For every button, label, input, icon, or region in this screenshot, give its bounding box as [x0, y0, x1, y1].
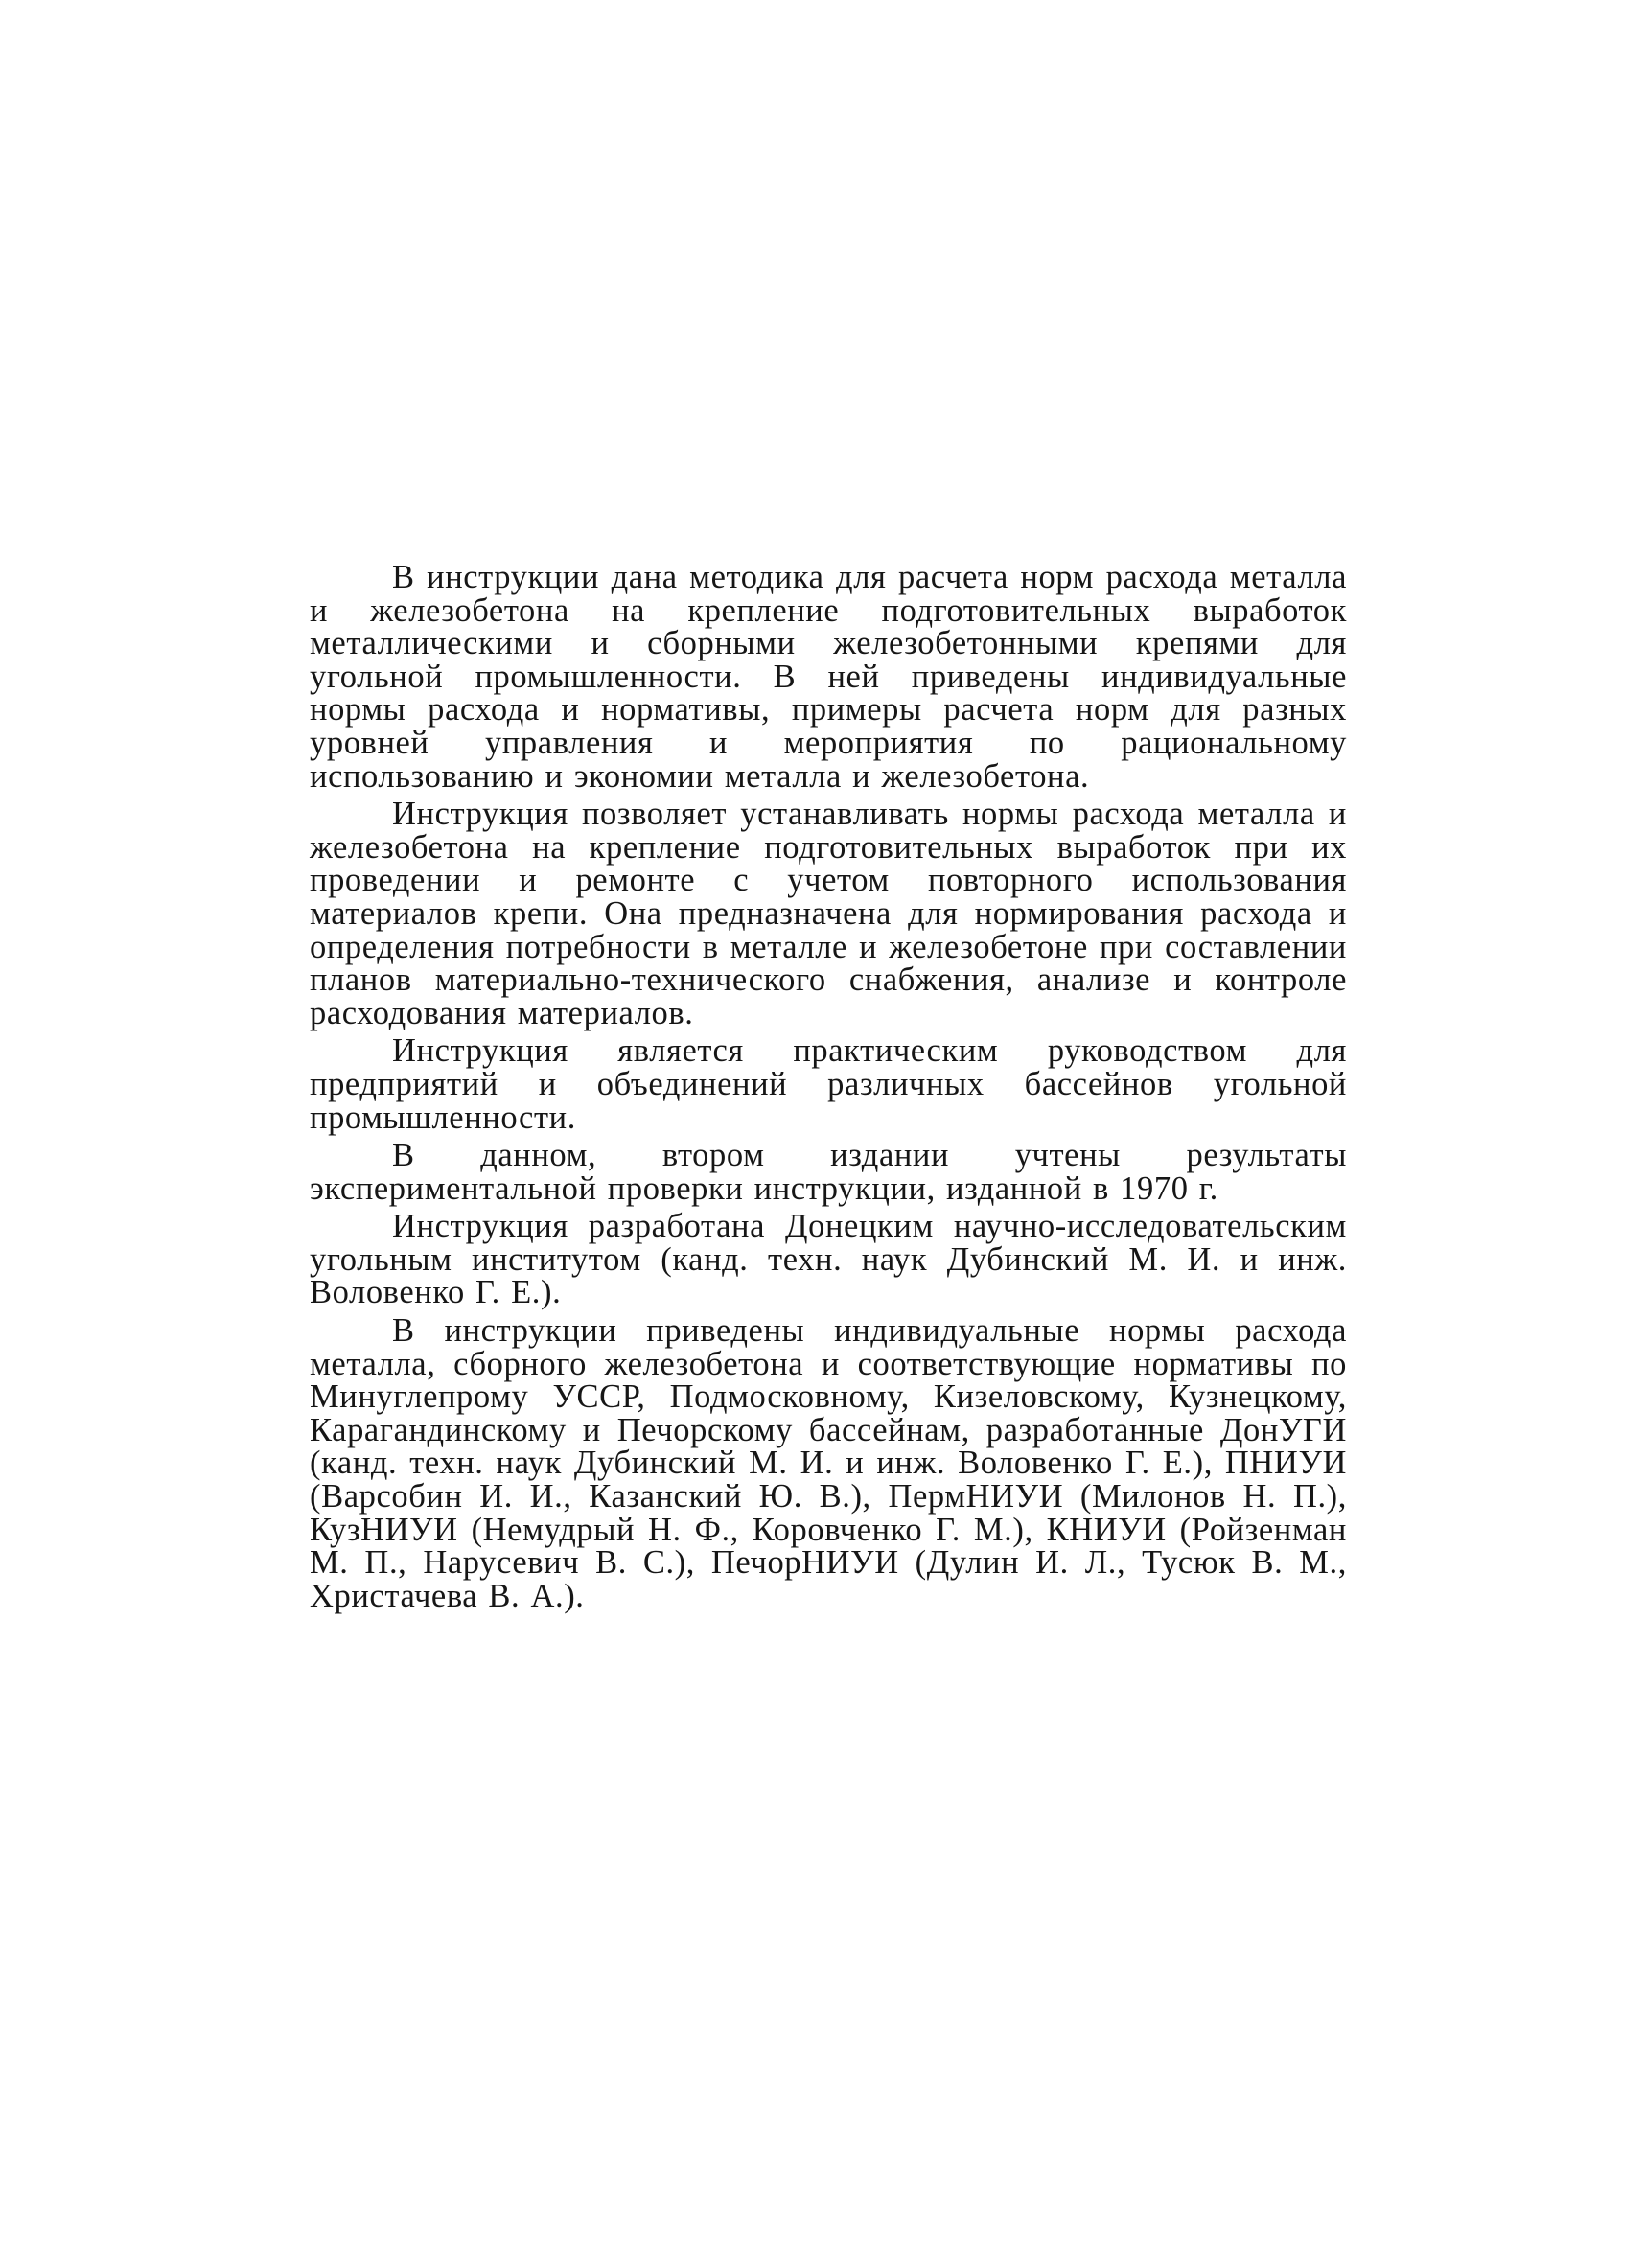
paragraph-contributors: В инструкции приведены индивидуальные нормы расхода металла, сборного железобетона и соответствующие нормативы по Минуглепрому УССР, Подмосковному, Кизеловскому, Кузнецкому, Карагандинскому и Печорскому бассейнам, разработанные ДонУГИ (канд. техн. наук Дубинский М. И. и инж. Воловенко Г. Е.), ПНИУИ (Варсобин И. И., Казанский Ю. В.), ПермНИУИ (Милонов Н. П.), КузНИУИ (Немудрый Н. Ф., Коровченко Г. М.), КНИУИ (Ройзенман М. П., Нарусевич В. С.), ПечорНИУИ (Дулин И. Л., Тусюк В. М., Христачева В. А.). — [310, 1312, 1347, 1614]
paragraph-purpose: Инструкция позволяет устанавливать нормы расхода металла и железобетона на крепление подготовительных выработок при их проведении и ремонте с учетом повторного использования материалов крепи. Она предназначена для нормирования расхода и определения потребности в металле и железобетоне при составлении планов материально-технического снабжения, анализе и контроле расходования материалов. — [310, 796, 1347, 1031]
paragraph-developer: Инструкция разработана Донецким научно-исследовательским угольным институтом (канд. техн. наук Дубинский М. И. и инж. Воловенко Г. Е.). — [310, 1208, 1347, 1311]
paragraph-edition: В данном, втором издании учтены результаты экспериментальной проверки инструкции, изданной в 1970 г. — [310, 1137, 1347, 1207]
annotation-text — [310, 561, 1347, 1612]
paragraph-guide: Инструкция является практическим руководством для предприятий и объединений различных бассейнов угольной промышленности. — [310, 1032, 1347, 1136]
paragraph-method: В инструкции дана методика для расчета норм расхода металла и железобетона на крепление подготовительных выработок металлическими и сборными железобетонными крепями для угольной промышленности. В ней приведены индивидуальные нормы расхода и нормативы, примеры расчета норм для разных уровней управления и мероприятия по рациональному использованию и экономии металла и железобетона. — [310, 559, 1347, 795]
